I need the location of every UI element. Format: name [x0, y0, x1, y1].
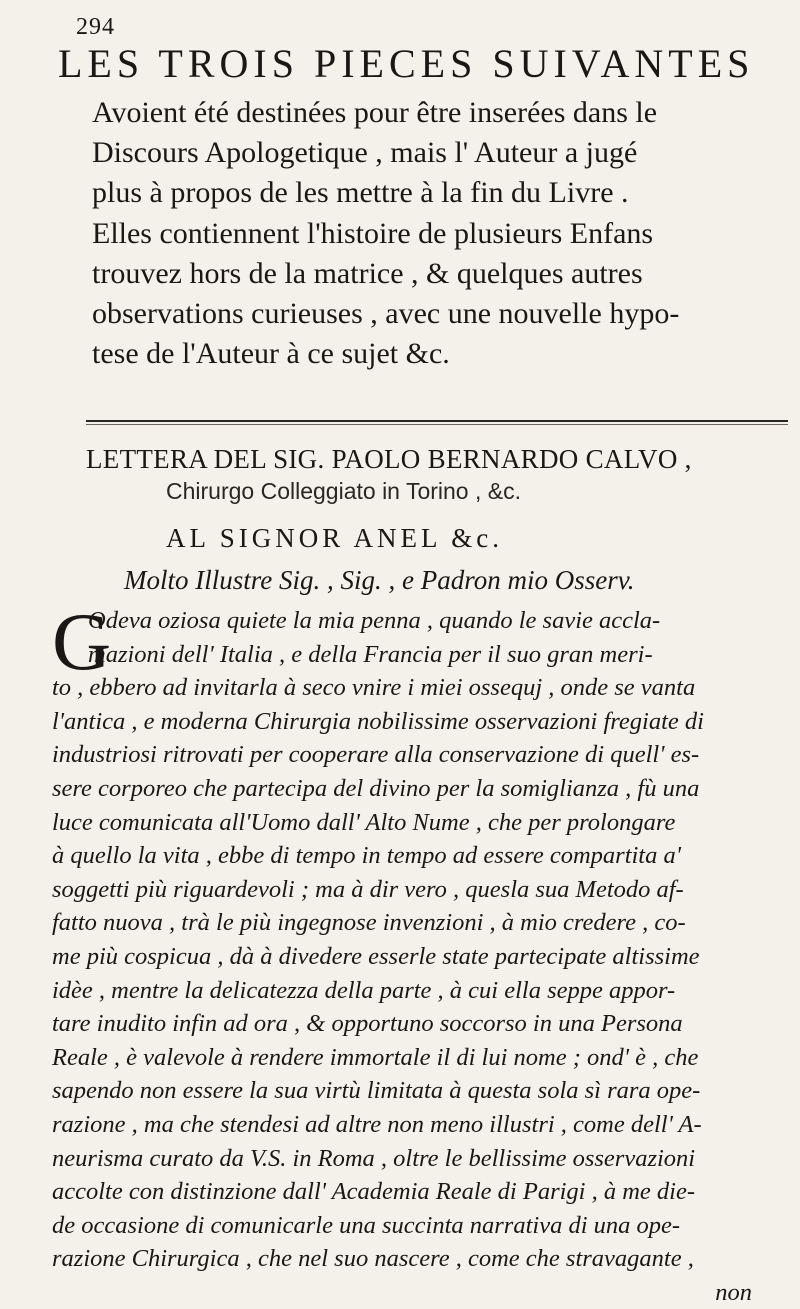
body-line: tare inudito infin ad ora , & opportuno soccorso in una Persona — [52, 1010, 683, 1038]
body-line: sere corporeo che partecipa del divino per la somiglianza , fù una — [52, 774, 700, 802]
body-line: l'antica , e moderna Chirurgia nobilissime osservazioni fregiate di — [52, 707, 704, 735]
body-line: sapendo non essere la sua virtù limitata à questa sola sì rara ope- — [52, 1077, 701, 1105]
intro-line: tese de l'Auteur à ce sujet &c. — [92, 337, 450, 371]
section-divider-thin — [86, 424, 788, 425]
body-line: fatto nuova , trà le più ingegnose invenzioni , à mio credere , co- — [52, 909, 686, 937]
body-line: accolte con distinzione dall' Academia Reale di Parigi , à me die- — [52, 1178, 696, 1206]
intro-line: trouvez hors de la matrice , & quelques autres — [92, 256, 643, 290]
body-line: à quello la vita , ebbe di tempo in tempo ad essere compartita a' — [52, 842, 681, 870]
drop-cap: G — [52, 596, 112, 687]
intro-line: Discours Apologetique , mais l' Auteur a jugé — [92, 136, 638, 170]
body-line: Odeva oziosa quiete la mia penna , quando le savie accla- — [88, 607, 661, 634]
body-line: soggetti più riguardevoli ; ma à dir vero , quesla sua Metodo af- — [52, 875, 684, 903]
intro-paragraph — [92, 93, 792, 374]
body-line: de occasione di comunicarle una succinta narrativa di una ope- — [52, 1211, 681, 1239]
body-line: mazioni dell' Italia , e della Francia per il suo gran meri- — [88, 640, 653, 668]
body-line: neurisma curato da V.S. in Roma , oltre le bellissime osservazioni — [52, 1144, 696, 1172]
body-line: razione Chirurgica , che nel suo nascere , come che stravagante , — [52, 1245, 694, 1273]
intro-line: plus à propos de les mettre à la fin du Livre . — [92, 176, 629, 210]
running-head: LES TROIS PIECES SUIVANTES — [58, 41, 755, 86]
body-line: idèe , mentre la delicatezza della parte , à cui ella seppe appor- — [52, 976, 676, 1004]
intro-line: Elles contiennent l'histoire de plusieurs Enfans — [92, 216, 654, 250]
addressee: AL SIGNOR ANEL &c. — [166, 523, 503, 553]
salutation: Molto Illustre Sig. , Sig. , e Padron mio Osserv. — [124, 565, 635, 595]
section-divider — [86, 420, 788, 422]
body-line: luce comunicata all'Uomo dall' Alto Nume , che per prolongare — [52, 808, 676, 836]
body-line: industriosi ritrovati per cooperare alla conservazione di quell' es- — [52, 741, 700, 769]
intro-line: Avoient été destinées pour être inserées dans le — [92, 96, 658, 129]
letter-subtitle: Chirurgo Colleggiato in Torino , &c. — [166, 478, 521, 504]
intro-line: observations curieuses , avec une nouvelle hypo- — [92, 297, 680, 331]
body-line: to , ebbero ad invitarla à seco vnire i miei ossequj , onde se vanta — [52, 674, 696, 702]
body-line: Reale , è valevole à rendere immortale il di lui nome ; ond' è , che — [52, 1043, 699, 1071]
body-line-catchword: non — [715, 1278, 752, 1306]
body-line: razione , ma che stendesi ad altre non meno illustri , come dell' A- — [52, 1110, 702, 1138]
page-number: 294 — [76, 14, 115, 40]
letter-title: LETTERA DEL SIG. PAOLO BERNARDO CALVO , — [86, 444, 692, 474]
letter-body — [52, 604, 792, 1309]
body-line: me più cospicua , dà à divedere esserle state partecipate altissime — [52, 942, 700, 970]
